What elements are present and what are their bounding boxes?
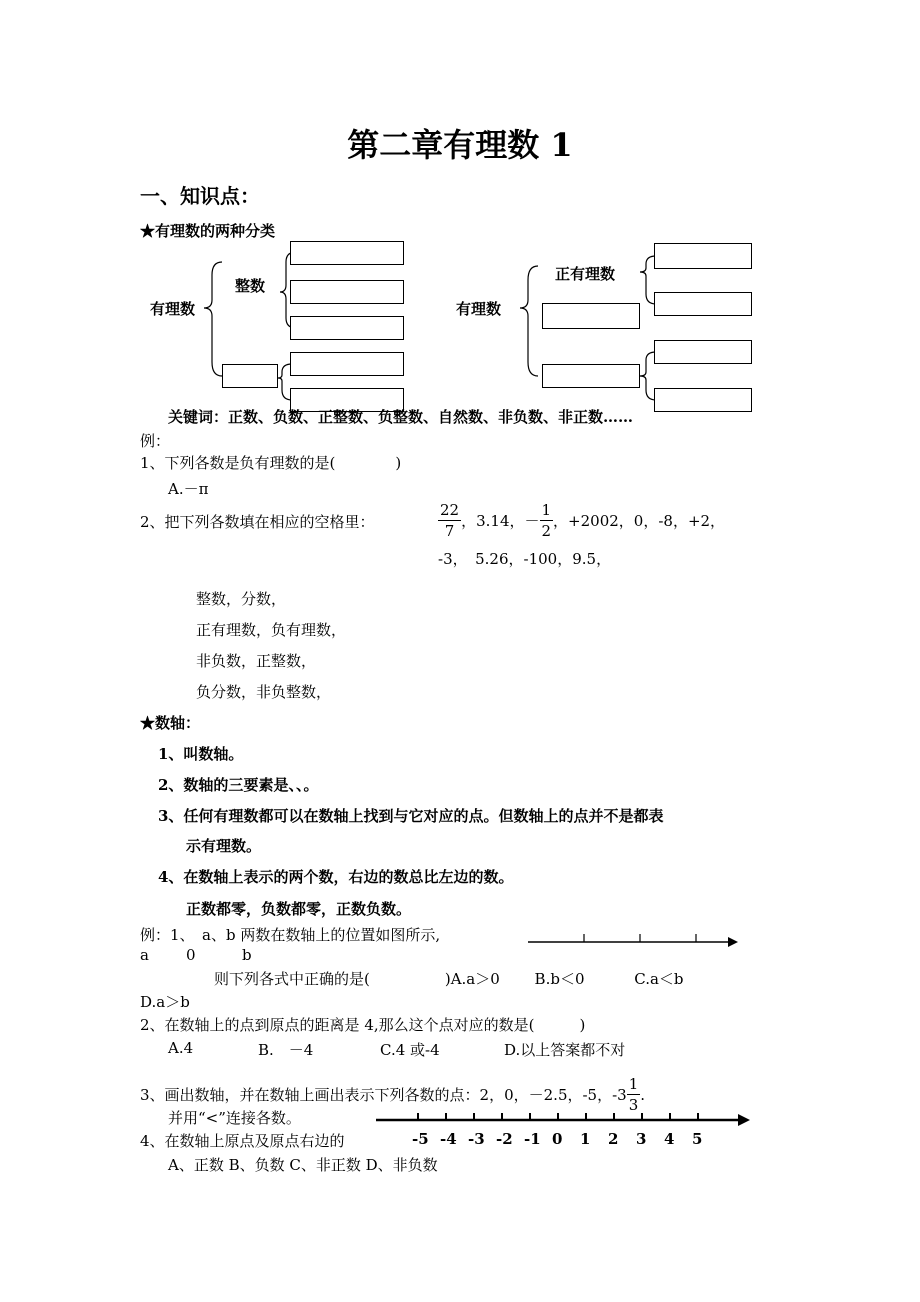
ex3-tick-label: 2	[608, 1130, 619, 1148]
q2-part2: ，+2002，0，-8，+2，	[553, 512, 726, 530]
q2-category-4: 负分数，非负整数，	[196, 683, 332, 701]
ex3-tick-label: 1	[580, 1130, 591, 1148]
q1-text: 1、下列各数是负有理数的是( )	[140, 454, 402, 472]
example-label: 例：	[140, 432, 171, 450]
page-title: 第二章有理数 1	[347, 126, 573, 164]
ex1-line4: D.a＞b	[140, 993, 190, 1011]
ex1-label-a: a	[140, 946, 149, 964]
q2-frac1-numerator: 22	[440, 501, 460, 519]
axis-item-5: 正数都零，负数都零，正数负数。	[186, 900, 412, 918]
keywords-line: 关键词：正数、负数、正整数、负整数、自然数、非负数、非正数……	[168, 408, 634, 426]
q2-prompt: 2、把下列各数填在相应的空格里：	[140, 513, 375, 531]
axis-item-1: 1、叫数轴。	[158, 745, 244, 763]
right-root-label: 有理数	[456, 300, 502, 318]
q2-line2: -3， 5.26，-100，9.5，	[438, 550, 612, 568]
axis-item-3: 3、任何有理数都可以在数轴上找到与它对应的点。但数轴上的点并不是都表	[158, 807, 664, 825]
ex3-tick-label: -2	[496, 1130, 513, 1148]
ex1-label-b: b	[242, 946, 252, 964]
axis-item-4: 4、在数轴上表示的两个数，右边的数总比左边的数。	[158, 868, 514, 886]
ex2-option-b: B. －4	[258, 1041, 314, 1059]
right-positive-label: 正有理数	[555, 265, 616, 283]
ex3-tick-label: -1	[524, 1130, 541, 1148]
ex1-line3: 则下列各式中正确的是( )A.a＞0 B.b＜0 C.a＜b	[214, 970, 684, 988]
ex3-frac-denominator: 3	[628, 1096, 639, 1114]
q2-category-1: 整数，分数，	[196, 590, 287, 608]
q2-category-2: 正有理数，负有理数，	[196, 621, 347, 639]
q2-frac1-denominator: 7	[444, 522, 455, 540]
ex2-option-c: C.4 或-4	[380, 1041, 440, 1059]
ex3-tick-label: -4	[440, 1130, 457, 1148]
ex4-options: A、正数 B、负数 C、非正数 D、非负数	[168, 1156, 438, 1174]
classify-heading: ★有理数的两种分类	[140, 222, 276, 240]
ex1-line1: 例：1、 a、b 两数在数轴上的位置如图所示,	[140, 926, 441, 944]
ex3-tick-label: -5	[412, 1130, 429, 1148]
q1-option-a: A.－π	[168, 480, 209, 498]
q2-part1: ，3.14，－	[461, 512, 540, 530]
ex3-tick-label: 3	[636, 1130, 647, 1148]
ex3-tail: .	[640, 1085, 646, 1104]
ex3-frac-numerator: 1	[628, 1075, 639, 1093]
q2-category-3: 非负数，正整数，	[196, 652, 317, 670]
ex3-tick-label: 5	[692, 1130, 703, 1148]
ex3-tick-label: -3	[468, 1130, 485, 1148]
ex1-label-0: 0	[186, 946, 196, 964]
ex2-line1: 2、在数轴上的点到原点的距离是 4,那么这个点对应的数是( )	[140, 1016, 586, 1034]
axis-item-2: 2、数轴的三要素是、、。	[158, 776, 319, 794]
ex3-line1: 3、画出数轴，并在数轴上画出表示下列各数的点：2，0，－2.5，-5，-3	[140, 1086, 627, 1104]
ex2-option-d: D.以上答案都不对	[504, 1041, 626, 1059]
q2-frac2-denominator: 2	[541, 522, 552, 540]
ex3-tick-label: 0	[552, 1130, 563, 1148]
axis-heading: ★数轴：	[140, 714, 201, 732]
ex2-option-a: A.4	[168, 1039, 194, 1057]
left-root-label: 有理数	[150, 300, 196, 318]
q2-frac2-numerator: 1	[541, 501, 552, 519]
left-integer-label: 整数	[235, 277, 266, 295]
ex3-tick-label: 4	[664, 1130, 675, 1148]
ex4-line1: 4、在数轴上原点及原点右边的	[140, 1132, 345, 1150]
section-heading: 一、知识点：	[140, 184, 260, 208]
ex3-line2: 并用“<”连接各数。	[168, 1109, 301, 1127]
axis-item-3-cont: 示有理数。	[186, 837, 262, 855]
